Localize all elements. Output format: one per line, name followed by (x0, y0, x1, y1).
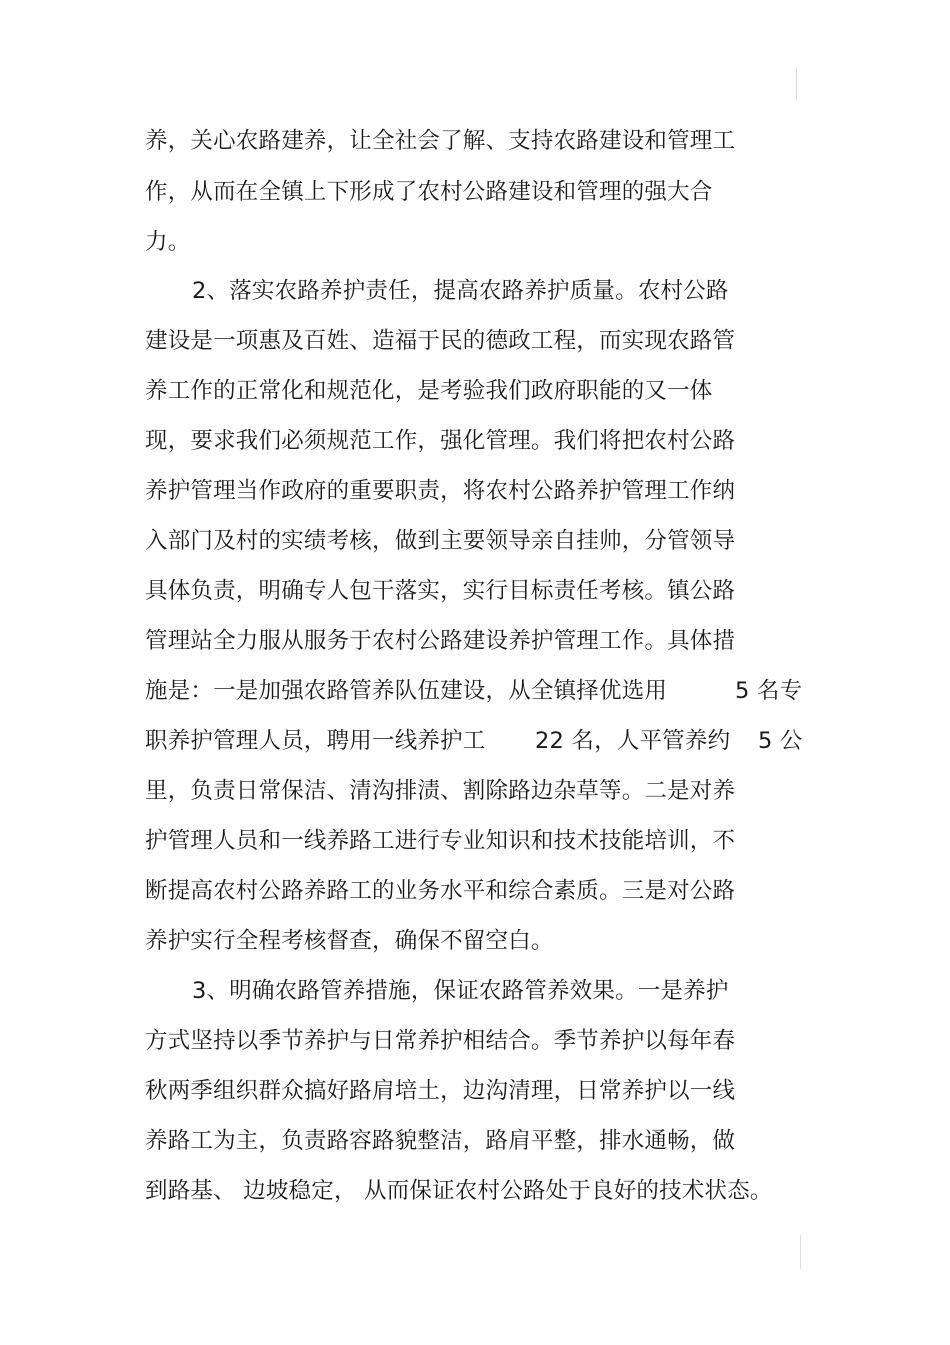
text-segment: 22 名，人平管养约 (535, 728, 731, 754)
text-line: 现，要求我们必须规范工作，强化管理。我们将把农村公路 (145, 428, 736, 454)
text-line: 作，从而在全镇上下形成了农村公路建设和管理的强大合 (145, 179, 713, 205)
text-line: 养，关心农路建养，让全社会了解、支持农路建设和管理工 (145, 128, 736, 154)
text-line: 养护管理当作政府的重要职责，将农村公路养护管理工作纳 (145, 478, 736, 504)
text-line: 方式坚持以季节养护与日常养护相结合。季节养护以每年春 (145, 1028, 736, 1054)
text-line: 秋两季组织群众搞好路肩培土，边沟清理，日常养护以一线 (145, 1078, 736, 1104)
text-line: 护管理人员和一线养路工进行专业知识和技术技能培训，不 (145, 828, 736, 854)
text-segment: 职养护管理人员，聘用一线养护工 (145, 728, 486, 754)
text-line (145, 726, 805, 756)
margin-mark-top-right (796, 68, 797, 100)
text-line: 断提高农村公路养路工的业务水平和综合素质。三是对公路 (145, 878, 736, 904)
text-line: 具体负责，明确专人包干落实，实行目标责任考核。镇公路 (145, 578, 736, 604)
text-line: 里，负责日常保洁、清沟排渍、割除路边杂草等。二是对养 (145, 778, 736, 804)
margin-mark-bottom-right (800, 1235, 801, 1269)
paragraph-3-first-line: 3、明确农路管养措施，保证农路管养效果。一是养护 (192, 978, 729, 1004)
text-segment: 5 名专 (735, 678, 803, 704)
text-line: 建设是一项惠及百姓、造福于民的德政工程，而实现农路管 (145, 328, 736, 354)
text-line: 入部门及村的实绩考核，做到主要领导亲自挂帅，分管领导 (145, 528, 736, 554)
text-line: 养工作的正常化和规范化，是考验我们政府职能的又一体 (145, 378, 713, 404)
text-segment: 施是：一是加强农路管养队伍建设，从全镇择优选用 (145, 678, 668, 704)
text-line: 养护实行全程考核督查，确保不留空白。 (145, 928, 554, 954)
text-line: 养路工为主，负责路容路貌整洁，路肩平整，排水通畅，做 (145, 1128, 736, 1154)
paragraph-2-first-line: 2、落实农路养护责任，提高农路养护质量。农村公路 (192, 278, 729, 304)
text-line: 到路基、 边坡稳定， 从而保证农村公路处于良好的技术状态。 (145, 1178, 773, 1204)
text-line: 力。 (145, 229, 191, 255)
text-line: 管理站全力服从服务于农村公路建设养护管理工作。具体措 (145, 628, 736, 654)
text-segment: 5 公 (758, 728, 803, 754)
text-line (145, 676, 805, 706)
